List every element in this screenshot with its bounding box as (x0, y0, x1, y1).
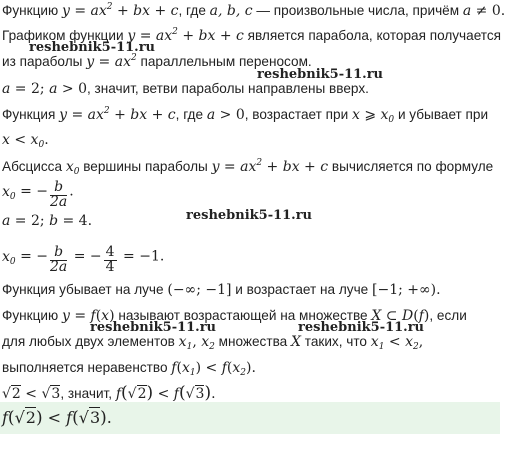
line-values: a = 2; b = 4. (2, 213, 93, 229)
line-3: из параболы $y = ax^2$ параллельным переносом. (2, 53, 312, 70)
line-monotonic: Функция убывает на луче (−∞; −1] и возрастает на луче [−1; +∞). (2, 282, 441, 298)
line-4: a = 2; a > 0, значит, ветви параболы направлены вверх. (2, 81, 369, 97)
line-6: $x < x_0$. (2, 132, 49, 150)
formula-computed: $x_0$ = − $\frac{b}{2a}$ = − $\frac{4}{4}$ = −1. (2, 244, 165, 275)
line-condition: для любых двух элементов $x_1$, $x_2$ множества X таких, что $x_1 < x_2$, (2, 334, 424, 352)
line-sqrt-compare: √2 < √3, значит, f(√2) < f(√3). (2, 383, 216, 403)
line-1: Функцию $y = ax^2$ + bx + c, где a, b, c — произвольные числа, причём a ≠ 0. (2, 2, 505, 19)
watermark: reshebnik5-11.ru (90, 320, 217, 335)
watermark: reshebnik5-11.ru (29, 40, 156, 55)
watermark: reshebnik5-11.ru (257, 67, 384, 82)
formula-vertex: $x_0$ = − $\frac{b}{2a}$ . (2, 179, 74, 210)
line-7: Абсцисса $x_0$ вершины параболы $y = ax^2$ + bx + c вычисляется по формуле (2, 158, 494, 177)
watermark: reshebnik5-11.ru (298, 320, 425, 335)
line-definition: Функцию y = f(x) называют возрастающей на множестве X ⊂ D(f), если (2, 308, 467, 324)
answer-line: f(√2) < f(√3). (2, 408, 112, 428)
line-5: Функция $y = ax^2$ + bx + c, где a > 0, возрастает при x ⩾ $x_0$ и убывает при (2, 106, 489, 125)
line-inequality: выполняется неравенство $f(x_1) < f(x_2)$. (2, 360, 256, 378)
watermark: reshebnik5-11.ru (186, 208, 313, 223)
line-2: Графиком функции $y = ax^2$ + bx + c является парабола, которая получается (2, 27, 502, 44)
